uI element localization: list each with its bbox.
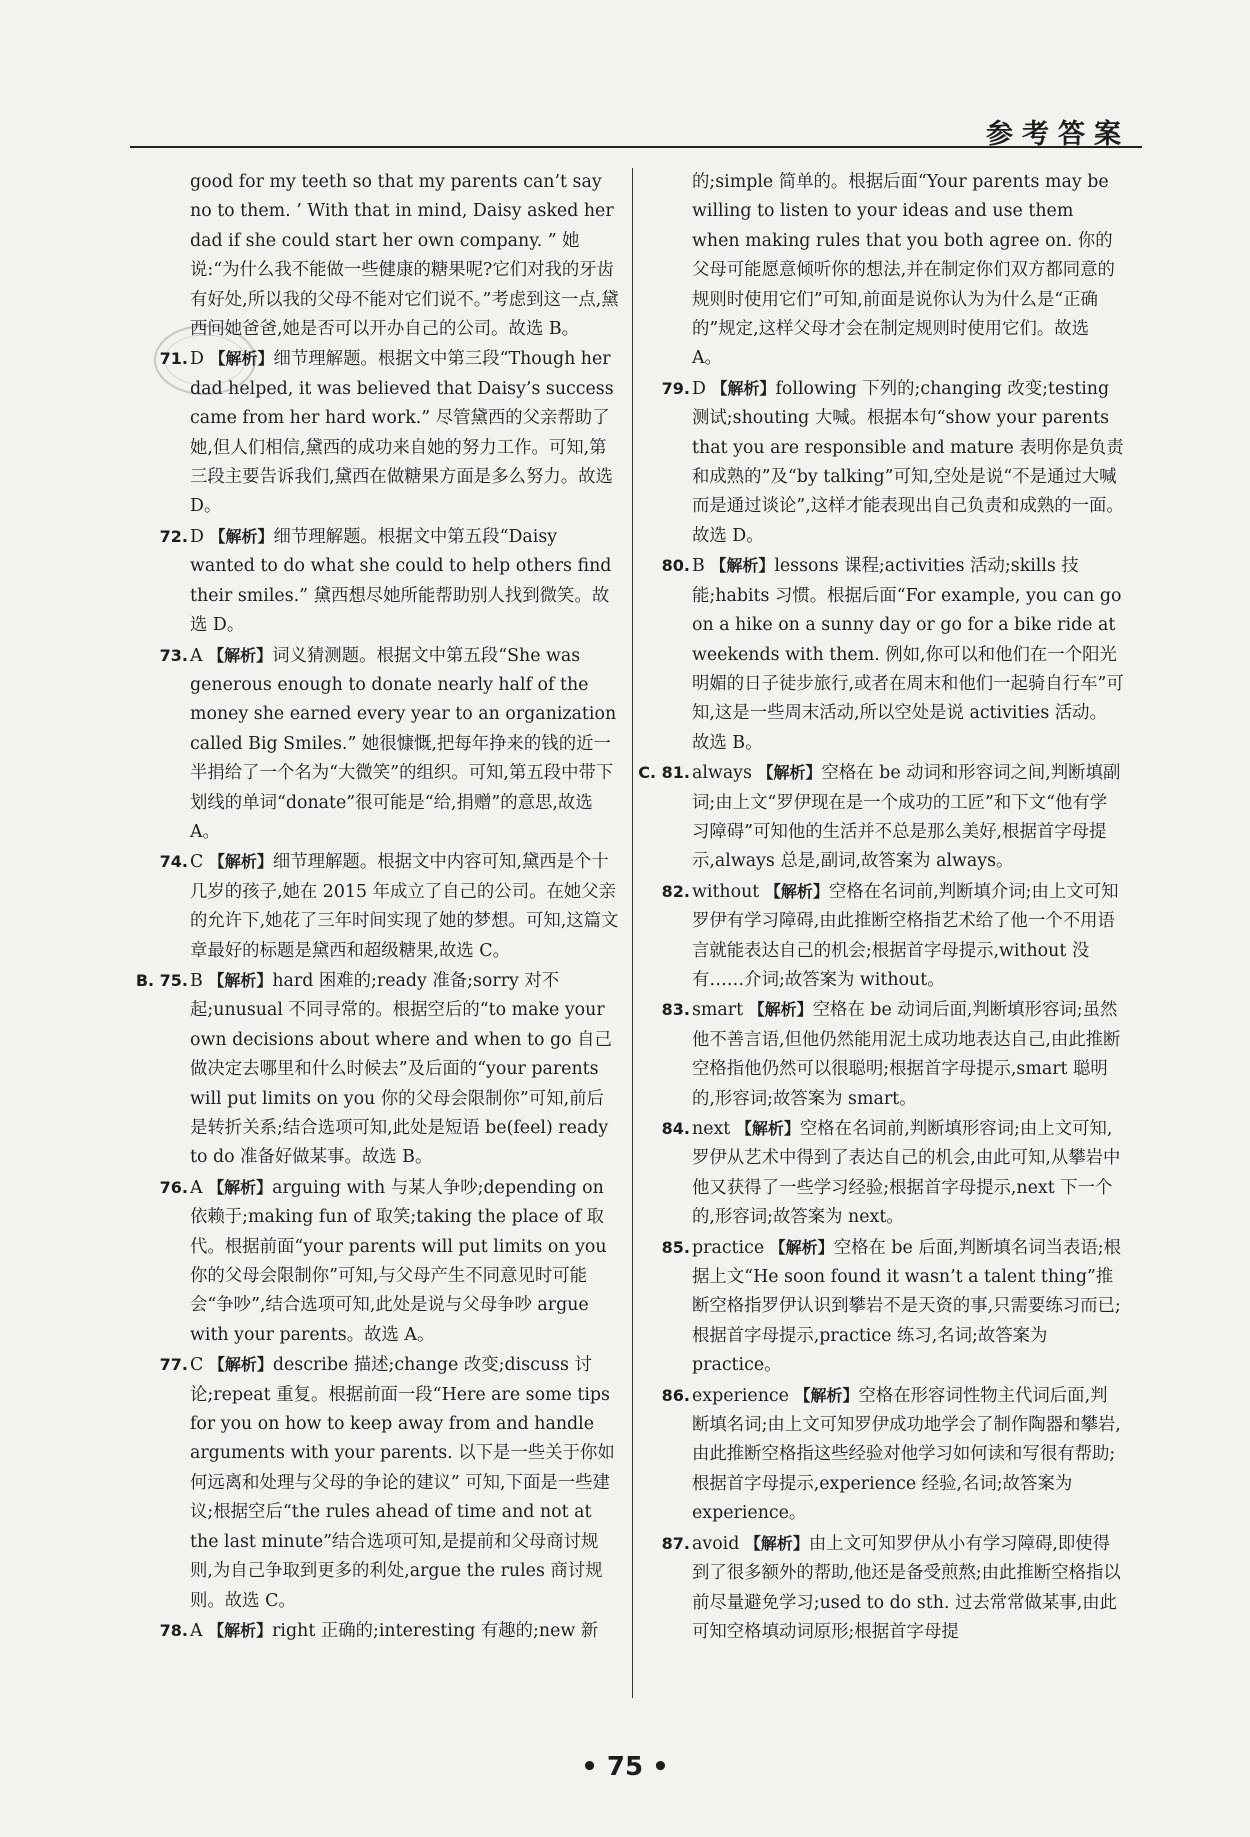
answer-item xyxy=(652,1233,1124,1381)
analysis-tag: 【解析】 xyxy=(208,852,273,872)
answer-item xyxy=(652,1529,1124,1648)
analysis-text: arguing with 与某人争吵;depending on 依赖于;making fun of 取笑;taking the place of 取代。根据前面“your parents will put limits on you 你的父母会限制你”可知,与父母产生不同意见时可能会“争吵”,结合选项可知,此处是说与父母争吵 argue with your parents。故选 A。 xyxy=(190,1177,607,1345)
question-number: 84. xyxy=(661,1119,690,1138)
answer-item xyxy=(652,551,1124,758)
left-column xyxy=(135,168,620,1646)
answer-choice: experience xyxy=(692,1385,789,1406)
question-number: 74. xyxy=(159,852,188,872)
question-number: B. 75. xyxy=(135,970,188,990)
answer-choice: without xyxy=(692,881,760,902)
analysis-text: 空格在形容词性物主代词后面,判断填名词;由上文可知罗伊成功地学会了制作陶器和攀岩,由此推断空格指这些经验对他学习如何读和写很有帮助;根据首字母提示,experience 经验,名词;故答案为 experience。 xyxy=(692,1385,1121,1524)
analysis-text: 空格在 be 动词后面,判断填形容词;虽然他不善言语,但他仍然能用泥土成功地表达自己,由此推断空格指他仍然可以很聪明;根据首字母提示,smart 聪明的,形容词;故答案为 smart。 xyxy=(692,1000,1121,1109)
answer-item xyxy=(150,1173,620,1350)
analysis-text: lessons 课程;activities 活动;skills 技能;habits 习惯。根据后面“For example, you can go on a hike on a sunny day or go for a bike ride at weekends with them. 例如,你可以和他们在一个阳光明媚的日子徒步旅行,或者在周末和他们一起骑自行车”可知,这是一些周末活动,所以空处是说 activities 活动。故选 B。 xyxy=(692,556,1124,753)
question-number: 82. xyxy=(661,881,690,901)
left-continuation-text: good for my teeth so that my parents can’t say no to them. ’ With that in mind, Daisy asked her dad if she could start her own company. ” 她说:“为什么我不能做一些健康的糖果呢?它们对我的牙齿有好处,所以我的父母不能对它们说不。”考虑到这一点,黛西问她爸爸,她是否可以开办自己的公司。故选 B。 xyxy=(190,172,619,340)
question-number: 80. xyxy=(661,556,690,576)
answer-choice: avoid xyxy=(692,1533,740,1554)
analysis-text: 空格在 be 后面,判断填名词当表语;根据上文“He soon found it wasn’t a talent thing”推断空格指罗伊认识到攀岩不是天资的事,只需要练习而已;根据首字母提示,practice 练习,名词;故答案为 practice。 xyxy=(692,1237,1122,1376)
analysis-tag: 【解析】 xyxy=(710,556,775,576)
answer-item xyxy=(150,641,620,848)
answer-choice: next xyxy=(692,1119,731,1139)
question-number: 79. xyxy=(661,378,690,398)
column-divider xyxy=(632,168,633,1698)
question-number: 73. xyxy=(159,645,188,665)
answer-choice: B xyxy=(190,970,203,991)
question-number: 87. xyxy=(661,1533,690,1553)
analysis-text: right 正确的;interesting 有趣的;new 新 xyxy=(272,1620,599,1641)
question-number: 85. xyxy=(661,1237,690,1257)
question-number: 78. xyxy=(159,1620,188,1640)
answer-item xyxy=(638,758,1124,877)
right-answer-list xyxy=(638,374,1124,1647)
analysis-text: 细节理解题。根据文中第三段“Though her dad helped, it was believed that Daisy’s success came from her hard work.” 尽管黛西的父亲帮助了她,但人们相信,黛西的成功来自她的努力工作。可知,第三段主要告诉我们,黛西在做糖果方面是多么努力。故选 D。 xyxy=(190,349,614,517)
analysis-tag: 【解析】 xyxy=(208,970,273,990)
answer-item xyxy=(652,995,1124,1114)
analysis-text: 空格在名词前,判断填形容词;由上文可知,罗伊从艺术中得到了表达自己的机会,由此可知,从攀岩中他又获得了一些学习经验;根据首字母提示,next 下一个的,形容词;故答案为 next。 xyxy=(692,1119,1121,1228)
analysis-tag: 【解析】 xyxy=(764,881,829,901)
answer-choice: C xyxy=(190,1355,204,1376)
analysis-tag: 【解析】 xyxy=(208,1620,273,1640)
analysis-tag: 【解析】 xyxy=(208,1355,273,1375)
page-header-title: 参考答案 xyxy=(986,119,1130,150)
answer-item xyxy=(150,522,620,641)
left-answer-list xyxy=(135,344,620,1646)
answer-item xyxy=(150,847,620,966)
analysis-text: hard 困难的;ready 准备;sorry 对不起;unusual 不同寻常的。根据空后的“to make your own decisions about where and when to go 自己做决定去哪里和什么时候去”及后面的“your parents will put limits on you 你的父母会限制你”可知,前后是转折关系;结合选项可知,此处是短语 be(feel) ready to do 准备好做某事。故选 B。 xyxy=(190,970,612,1168)
question-number: 77. xyxy=(159,1355,188,1375)
answer-item xyxy=(150,1350,620,1616)
question-number: 71. xyxy=(159,349,188,369)
analysis-tag: 【解析】 xyxy=(209,349,274,369)
right-continuation-text: 的;simple 简单的。根据后面“Your parents may be willing to listen to your ideas and use them when making rules that you both agree on. 你的父母可能愿意倾听你的想法,并在制定你们双方都同意的规则时使用它们”可知,前面是说你认为为什么是“正确的”规定,这样父母才会在制定规则时使用它们。故选 A。 xyxy=(692,172,1115,369)
answer-choice: D xyxy=(190,349,204,370)
analysis-text: 空格在 be 动词和形容词之间,判断填副词;由上文“罗伊现在是一个成功的工匠”和下文“他有学习障碍”可知他的生活并不总是那么美好,根据首字母提示,always 总是,副词,故答案为 always。 xyxy=(692,763,1121,872)
analysis-text: 细节理解题。根据文中内容可知,黛西是个十几岁的孩子,她在 2015 年成立了自己的公司。在她父亲的允许下,她花了三年时间实现了她的梦想。可知,这篇文章最好的标题是黛西和超级糖果,故选 C。 xyxy=(190,852,619,961)
answer-choice: always xyxy=(692,763,752,784)
analysis-tag: 【解析】 xyxy=(757,763,822,783)
answer-choice: A xyxy=(190,1177,203,1198)
right-column xyxy=(638,168,1124,1647)
answer-item xyxy=(150,1616,620,1646)
answer-choice: smart xyxy=(692,1000,744,1021)
answer-choice: A xyxy=(190,645,203,666)
analysis-text: 由上文可知罗伊从小有学习障碍,即使得到了很多额外的帮助,他还是备受煎熬;由此推断空格指以前尽量避免学习;used to do sth. 过去常常做某事,由此可知空格填动词原形;根据首字母提 xyxy=(692,1533,1121,1642)
header-rule xyxy=(130,146,1142,148)
question-number: 86. xyxy=(661,1385,690,1405)
analysis-text: 细节理解题。根据文中第五段“Daisy wanted to do what she could to help others find their smiles.” 黛西想尽她所能帮助别人找到微笑。故选 D。 xyxy=(190,526,612,636)
question-number: C. 81. xyxy=(638,763,690,783)
answer-choice: D xyxy=(692,378,706,399)
answer-item xyxy=(652,374,1124,551)
analysis-tag: 【解析】 xyxy=(209,526,274,546)
page-number: • 75 • xyxy=(581,1752,669,1782)
analysis-text: 空格在名词前,判断填介词;由上文可知罗伊有学习障碍,由此推断空格指艺术给了他一个不用语言就能表达自己的机会;根据首字母提示,without 没有……介词;故答案为 without。 xyxy=(692,881,1119,990)
answer-choice: B xyxy=(692,556,705,577)
answer-choice: practice xyxy=(692,1237,765,1258)
analysis-text: describe 描述;change 改变;discuss 讨论;repeat 重复。根据前面一段“Here are some tips for you on how to keep away from and handle arguments with your parents. 以下是一些关于你如何远离和处理与父母的争论的建议” 可知,下面是一些建议;根据空后“the rules ahead of time and not at the last minute”结合选项可知,是提前和父母商讨规则,为自己争取到更多的利处,argue the rules 商讨规则。故选 C。 xyxy=(190,1355,615,1611)
analysis-tag: 【解析】 xyxy=(208,645,273,665)
question-number: 83. xyxy=(661,1000,690,1020)
question-number: 76. xyxy=(159,1177,188,1197)
analysis-tag: 【解析】 xyxy=(735,1119,800,1138)
question-number: 72. xyxy=(159,526,188,546)
analysis-tag: 【解析】 xyxy=(744,1533,809,1553)
analysis-tag: 【解析】 xyxy=(794,1385,859,1405)
analysis-tag: 【解析】 xyxy=(769,1237,834,1257)
answer-item xyxy=(652,877,1124,996)
answer-item xyxy=(150,344,620,521)
answer-item xyxy=(652,1114,1124,1233)
analysis-tag: 【解析】 xyxy=(711,378,776,398)
answer-choice: C xyxy=(190,852,204,873)
analysis-tag: 【解析】 xyxy=(208,1177,273,1197)
answer-item xyxy=(135,966,620,1173)
answer-item xyxy=(652,1381,1124,1529)
analysis-text: following 下列的;changing 改变;testing 测试;shouting 大喊。根据本句“show your parents that you are responsible and mature 表明你是负责和成熟的”及“by talking”可知,空处是说“不是通过大喊而是通过谈论”,这样才能表现出自己负责和成熟的一面。故选 D。 xyxy=(692,378,1124,546)
analysis-tag: 【解析】 xyxy=(748,1000,813,1020)
answer-choice: A xyxy=(190,1620,203,1641)
analysis-text: 词义猜测题。根据文中第五段“She was generous enough to donate nearly half of the money she earned every year to an organization called Big Smiles.” 她很慷慨,把每年挣来的钱的近一半捐给了一个名为“大微笑”的组织。可知,第五段中带下划线的单词“donate”很可能是“给,捐赠”的意思,故选 A。 xyxy=(190,645,617,842)
answer-choice: D xyxy=(190,526,204,547)
